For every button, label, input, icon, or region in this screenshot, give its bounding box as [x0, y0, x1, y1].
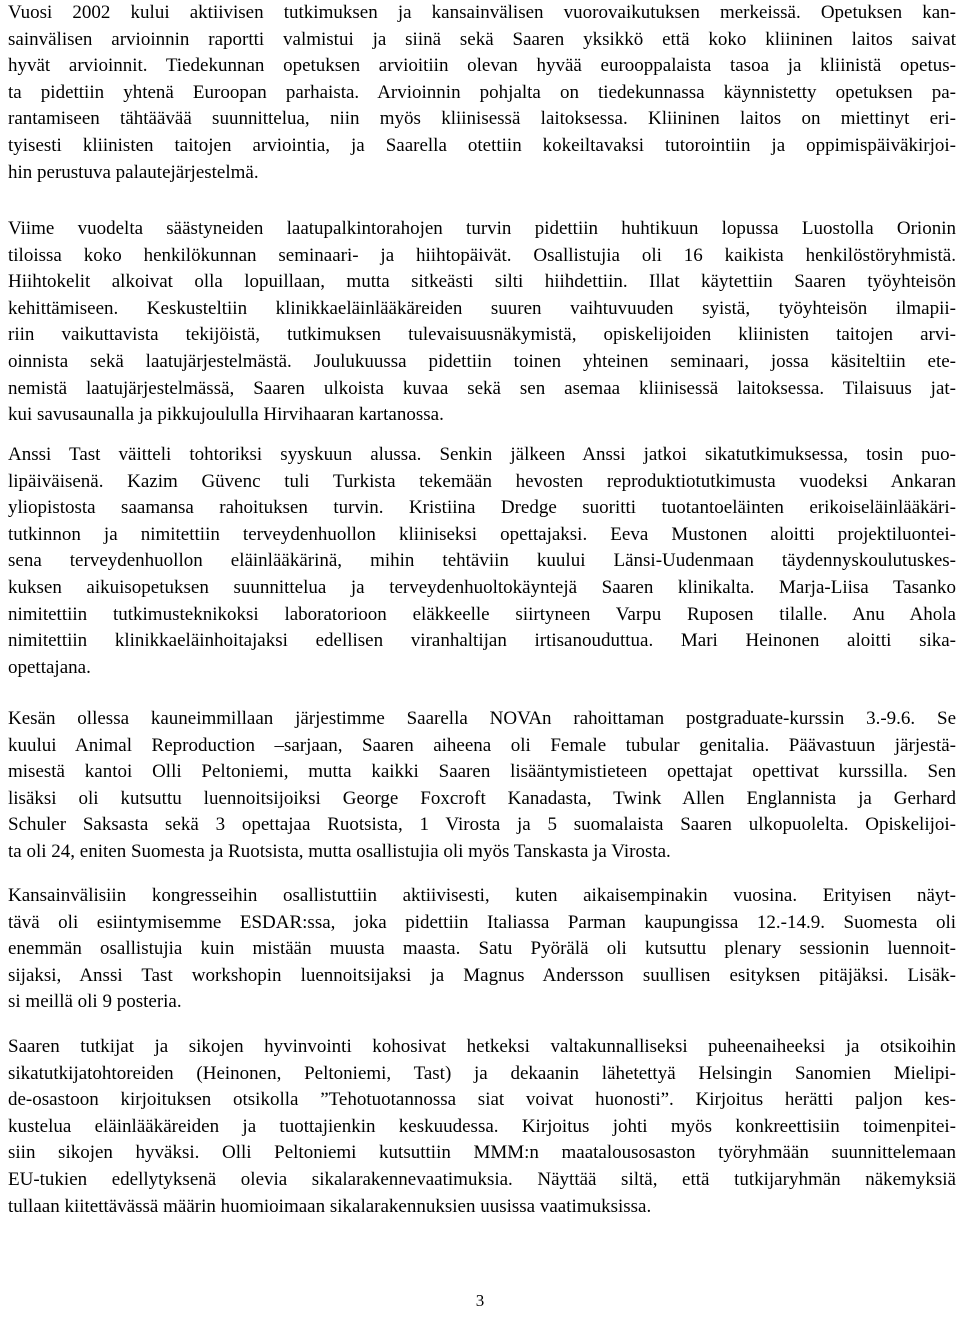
text-line: yliopistosta saamansa rahoituksen turvin. Kristiina Dredge suoritti tuotantoeläinten erikoiseläinlääkäri-: [8, 497, 956, 519]
text-line: kuksen aikuisopetuksen suunnittelua ja terveydenhuoltokäyntejä Saaren klinikalta. Marja-Liisa Tasanko: [8, 576, 956, 598]
paragraph: [8, 216, 956, 429]
paragraph: [8, 706, 956, 866]
text-line: Schuler Saksasta sekä 3 opettajaa Ruotsista, 1 Virosta ja 5 suomalaista Saaren ulkopuolelta. Opiskelijoi-: [8, 814, 956, 836]
text-line: sijaksi, Anssi Tast workshopin luennoitsijaksi ja Magnus Andersson suullisen esityksen pitäjäksi. Lisäk-: [8, 964, 956, 986]
text-line: sainvälisen arvioinnin raportti valmistui ja siinä sekä Saaren yksikkö että koko kliininen laitos saivat: [8, 28, 956, 50]
text-line: tävä oli esiintymisemme ESDAR:ssa, joka pidettiin Italiassa Parman kaupungissa 12.-14.9. Suomesta oli: [8, 911, 956, 933]
text-line: Anssi Tast väitteli tohtoriksi syyskuun alussa. Senkin jälkeen Anssi jatkoi sikatutkimuksessa, tosin puo-: [8, 444, 956, 465]
text-line: sena terveydenhuollon eläinlääkärinä, mihin tehtäviin kuului Länsi-Uudenmaan täydennyskoulutuskes-: [8, 550, 956, 572]
text-line: misestä kantoi Olli Peltoniemi, mutta kaikki Saaren lisääntymistieteen opettajat opettivat kurssilla. Sen: [8, 761, 956, 783]
text-line: kehittämiseen. Keskusteltiin klinikkaeläinlääkäreiden suuren vaihtuvuuden syistä, työyhteisön ilmapii-: [8, 297, 956, 319]
text-line: kustelua eläinlääkäreiden ja tuottajienkin keskuudessa. Kirjoitus johti myös konkreettisiin toimenpitei-: [8, 1115, 956, 1137]
text-line: lisäksi oli kutsuttu luennoitsijoiksi George Foxcroft Kanadasta, Twink Allen Englannista ja Gerhard: [8, 787, 956, 809]
paragraph: [8, 883, 956, 1016]
text-line: rantamiseen tähtäävää suunnittelua, niin myös kliinisessä laitoksessa. Kliininen laitos on miettinyt eri-: [8, 108, 956, 130]
text-line: sikatutkijatohtoreiden (Heinonen, Peltoniemi, Tast) ja dekaanin lähetettyä Helsingin Sanomien Mielipi-: [8, 1062, 956, 1084]
text-line: riin vaikuttavista tekijöistä, tutkimuksen tulevaisuusnäkymistä, opiskelijoiden kliinisten taitojen arvi-: [8, 324, 956, 346]
text-line: tyisesti kliinisten taitojen arviointia, ja Saarella otettiin kokeiltavaksi tutorointiin ja oppimispäiväkirjoi-: [8, 134, 956, 156]
paragraph: [8, 442, 956, 681]
page-number: 3: [475, 1291, 485, 1310]
text-line: Hiihtokelit alkoivat olla lopuillaan, mutta sitkeästi silti hiihdettiin. Illat käytettiin Saaren työyhteisön: [8, 271, 956, 293]
text-line: hin perustuva palautejärjestelmä.: [8, 161, 259, 183]
text-line: nimitettiin klinikkaeläinhoitajaksi edellisen viranhaltijan irtisanouduttua. Mari Heinonen aloitti sika-: [8, 630, 956, 652]
text-line: Saaren tutkijat ja sikojen hyvinvointi kohosivat hetkeksi valtakunnalliseksi puheenaiheeksi ja otsikoihin: [8, 1036, 956, 1057]
text-line: tutkinnon ja nimitettiin terveydenhuollon kliiniseksi opettajaksi. Eeva Mustonen aloitti projektiluontei-: [8, 523, 956, 545]
text-line: lipäiväisenä. Kazim Güvenc tuli Turkista tekemään hevosten reproduktiotutkimusta vuodeksi Ankaran: [8, 470, 956, 492]
text-line: kuului Animal Reproduction –sarjaan, Saaren aiheena oli Female tubular genitalia. Päävastuun järjestä-: [8, 734, 956, 756]
text-line: opettajana.: [8, 656, 91, 678]
text-line: Kansainvälisiin kongresseihin osallistuttiin aktiivisesti, kuten aikaisempinakin vuosina. Erityisen näyt-: [8, 885, 956, 906]
text-line: enemmän osallistujia kuin mistään muusta maasta. Satu Pyörälä oli kutsuttu plenary sessionin luennoit-: [8, 938, 956, 960]
text-line: Vuosi 2002 kului aktiivisen tutkimuksen ja kansainvälisen vuorovaikutuksen merkeissä. Opetuksen kan-: [8, 2, 956, 23]
text-line: Viime vuodelta säästyneiden laatupalkintorahojen turvin pidettiin huhtikuun lopussa Luostolla Orionin: [8, 218, 956, 239]
text-line: oinnista sekä laatujärjestelmästä. Joulukuussa pidettiin toinen yhteinen seminaari, jossa käsiteltiin ete-: [8, 350, 956, 372]
text-line: nimitettiin tutkimusteknikoksi laboratorioon eläkkeelle siirtyneen Varpu Ruposen tilalle. Anu Ahola: [8, 603, 956, 625]
paragraph: [8, 0, 956, 186]
text-line: tullaan kiitettävässä määrin huomioimaan sikalarakennuksien uusissa vaatimuksissa.: [8, 1195, 652, 1217]
text-line: EU-tukien edellytyksenä olevia sikalarakennevaatimuksia. Näyttää siltä, että tutkijaryhmän näkemyksiä: [8, 1168, 956, 1190]
text-line: kui savusaunalla ja pikkujoululla Hirvihaaran kartanossa.: [8, 404, 444, 426]
text-line: ta oli 24, eniten Suomesta ja Ruotsista, mutta osallistujia oli myös Tanskasta ja Virosta.: [8, 840, 671, 862]
text-line: ta pidettiin yhtenä Euroopan parhaista. Arvioinnin pohjalta on tiedekunnassa käynnistetty opetuksen pa-: [8, 81, 956, 103]
text-line: si meillä oli 9 posteria.: [8, 991, 182, 1013]
text-line: Kesän ollessa kauneimmillaan järjestimme Saarella NOVAn rahoittaman postgraduate-kurssin 3.-9.6. Se: [8, 708, 956, 729]
paragraph: [8, 1034, 956, 1220]
text-line: hyvät arvioinnit. Tiedekunnan opetuksen arvioitiin olevan hyvää eurooppalaista tasoa ja kliinistä opetus-: [8, 55, 956, 77]
text-line: tiloissa koko henkilökunnan seminaari- ja hiihtopäivät. Osallistujia oli 16 kaikista henkilöstöryhmistä.: [8, 244, 956, 266]
text-line: siin sikojen hyväksi. Olli Peltoniemi kutsuttiin MMM:n maatalousosaston työryhmään suunnittelemaan: [8, 1142, 956, 1164]
text-line: nemistä laatujärjestelmässä, Saaren ulkoista kuvaa sekä sen asemaa kliinisessä laitoksessa. Tilaisuus jat-: [8, 377, 956, 399]
text-line: de-osastoon kirjoituksen otsikolla ”Tehotuotannossa siat voivat huonosti”. Kirjoitus herätti paljon kes-: [8, 1089, 956, 1111]
